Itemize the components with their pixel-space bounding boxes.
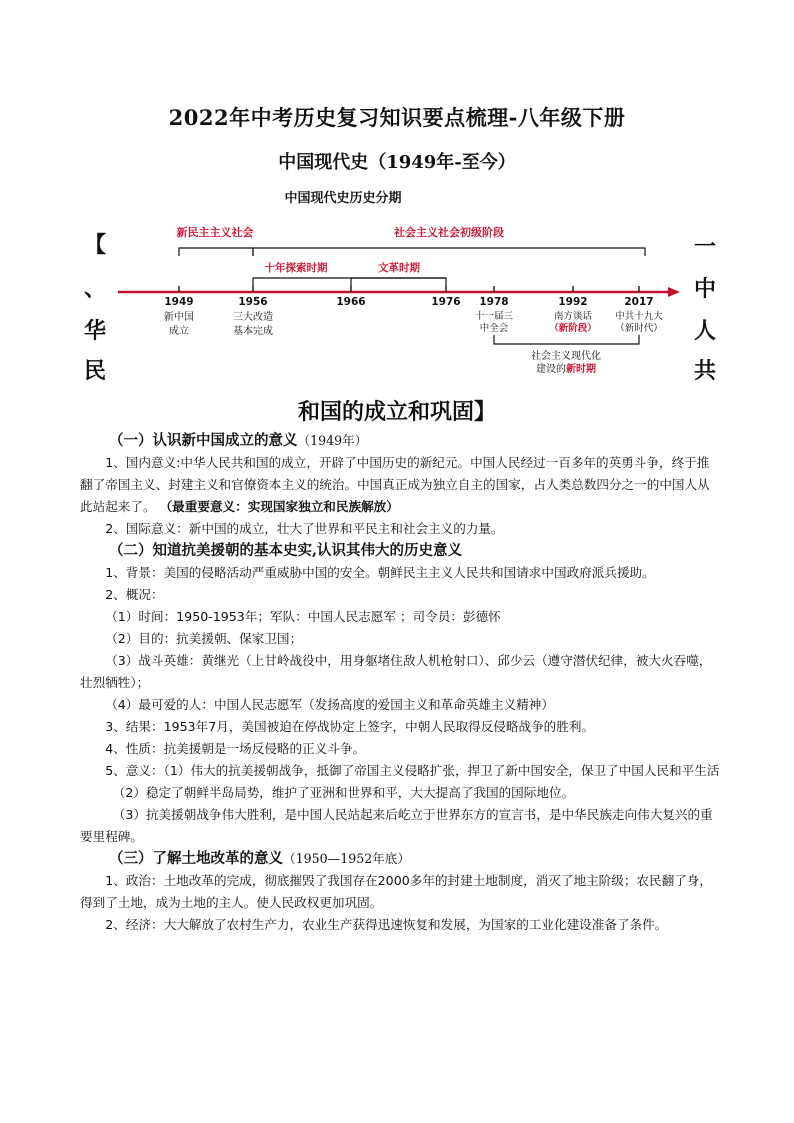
- event-1956-line1: 三大改造: [233, 312, 273, 323]
- period-cultural-revolution-label: 文革时期: [378, 262, 420, 274]
- s3-paragraph-1: 1、政治：土地改革的完成，彻底摧毁了我国存在2000多年的封建土地制度，消灭了地主阶级；农民翻了身，得到了土地，成为土地的主人。使人民政权更加巩固。: [80, 873, 712, 910]
- event-1949-line1: 新中国: [164, 312, 194, 323]
- heading-s3-year: （1950—1952年底）: [283, 851, 411, 866]
- timeline-title: 中国现代史历史分期: [284, 191, 402, 206]
- s2-paragraph-7: 3、结果：1953年7月，美国被迫在停战协定上签字，中朝人民取得反侵略战争的胜利。: [105, 719, 595, 734]
- year-label-1976: 1976: [431, 296, 461, 308]
- period-exploration-bracket: [253, 278, 446, 286]
- section-right-char-1: 一: [694, 234, 717, 260]
- s1-paragraph-2: 2、国际意义：新中国的成立，壮大了世界和平民主和社会主义的力量。: [105, 521, 504, 536]
- new-period-label-highlight: 新时期: [566, 364, 596, 375]
- period-cultural-revolution-bracket: [351, 278, 446, 286]
- heading-s2: [80, 540, 720, 562]
- year-label-1956: 1956: [238, 296, 268, 308]
- document-title: 2022年中考历史复习知识要点梳理-八年级下册: [168, 105, 626, 130]
- period-primary-stage-label: 社会主义社会初级阶段: [394, 226, 504, 239]
- year-label-1949: 1949: [164, 296, 194, 308]
- year-label-1966: 1966: [336, 296, 366, 308]
- s2-paragraph-11: （3）抗美援朝战争伟大胜利，是中国人民站起来后屹立于世界东方的宣言书，是中华民族走向伟大复兴的重要里程碑。: [80, 807, 713, 844]
- section-right-char-3: 人: [694, 318, 717, 344]
- heading-s1: [80, 430, 720, 452]
- section-bracket-open: 【: [84, 232, 107, 258]
- year-label-1992: 1992: [558, 296, 588, 308]
- event-1992-line1: 南方谈话: [553, 311, 593, 322]
- s2-paragraph-2: 2、概况：: [105, 587, 164, 602]
- section-title-tail: 和国的成立和巩固】: [297, 399, 496, 425]
- s1-paragraph-1: [80, 452, 720, 518]
- event-2017-line1: 中共十九大: [615, 311, 663, 322]
- event-1978-line2: 中全会: [479, 323, 509, 334]
- s3-paragraph-2: 2、经济：大大解放了农村生产力，农业生产获得迅速恢复和发展，为国家的工业化建设准备了条件。: [105, 917, 668, 932]
- document-body: [80, 430, 720, 936]
- section-right-char-4: 共: [694, 358, 717, 384]
- s2-paragraph-8: 4、性质：抗美援朝是一场反侵略的正义斗争。: [105, 741, 366, 756]
- s1-paragraph-1-text: 1、国内意义:中华人民共和国的成立，开辟了中国历史的新纪元。中国人民经过一百多年的英勇斗争，终于推翻了帝国主义、封建主义和官僚资本主义的统治。中国真正成为独立自主的国家，占人类总数四分之一的中国人从此站起来了。: [80, 455, 710, 514]
- year-label-2017: 2017: [624, 296, 654, 308]
- s2-paragraph-3: （1）时间：1950-1953年；军队：中国人民志愿军 ；司令员：彭德怀: [105, 609, 501, 624]
- event-2017-line2: （新时代）: [615, 323, 663, 334]
- s2-paragraph-5: （3）战斗英雄：黄继光（上甘岭战役中，用身躯堵住敌人机枪射口）、邱少云（遵守潜伏纪律，被大火吞噬，壮烈牺牲）；: [80, 653, 712, 690]
- period-exploration-label: 十年探索时期: [264, 262, 328, 274]
- event-1949-line2: 成立: [169, 326, 189, 337]
- timeline-arrowhead: [668, 287, 680, 297]
- period-timeline-chart: [108, 178, 688, 378]
- period-new-democracy-bracket: [179, 248, 253, 256]
- s1-paragraph-1-emphasis: （最重要意义：实现国家独立和民族解放）: [159, 499, 399, 514]
- document-subtitle: 中国现代史（1949年-至今）: [278, 152, 516, 173]
- new-period-label-line2: [536, 362, 596, 375]
- new-period-label-line1: 社会主义现代化: [531, 351, 601, 362]
- event-1992-line2: （新阶段）: [549, 323, 597, 334]
- section-left-char-3: 民: [84, 358, 107, 384]
- s2-paragraph-6: （4）最可爱的人：中国人民志愿军（发扬高度的爱国主义和革命英雄主义精神）: [105, 697, 554, 712]
- heading-s3: [80, 848, 720, 870]
- section-left-char-2: 华: [84, 318, 107, 344]
- s2-paragraph-1: 1、背景：美国的侵略活动严重威胁中国的安全。朝鲜民主主义人民共和国请求中国政府派兵援助。: [105, 565, 655, 580]
- year-label-1978: 1978: [479, 296, 509, 308]
- event-1956-line2: 基本完成: [233, 326, 273, 337]
- section-left-char-1: 、: [84, 276, 107, 302]
- s2-paragraph-10: （2）稳定了朝鲜半岛局势，维护了亚洲和世界和平，大大提高了我国的国际地位。: [112, 785, 575, 800]
- new-period-bracket: [494, 335, 639, 344]
- heading-s1-text: （一）认识新中国成立的意义: [109, 432, 298, 449]
- period-primary-stage-bracket: [253, 248, 645, 256]
- heading-s3-text: （三）了解土地改革的意义: [109, 850, 283, 867]
- heading-s2-text: （二）知道抗美援朝的基本史实,认识其伟大的历史意义: [109, 542, 463, 559]
- new-period-label-prefix: 建设的: [536, 364, 566, 375]
- period-new-democracy-label: 新民主主义社会: [176, 226, 254, 239]
- heading-s1-year: （1949年）: [297, 433, 368, 448]
- event-1978-line1: 十一届三: [474, 311, 514, 322]
- s2-paragraph-9: 5、意义：（1）伟大的抗美援朝战争，抵御了帝国主义侵略扩张，捍卫了新中国安全，保卫了中国人民和平生活: [105, 763, 720, 778]
- s2-paragraph-4: （2）目的：抗美援朝、保家卫国；: [105, 631, 303, 646]
- section-right-char-2: 中: [694, 276, 717, 302]
